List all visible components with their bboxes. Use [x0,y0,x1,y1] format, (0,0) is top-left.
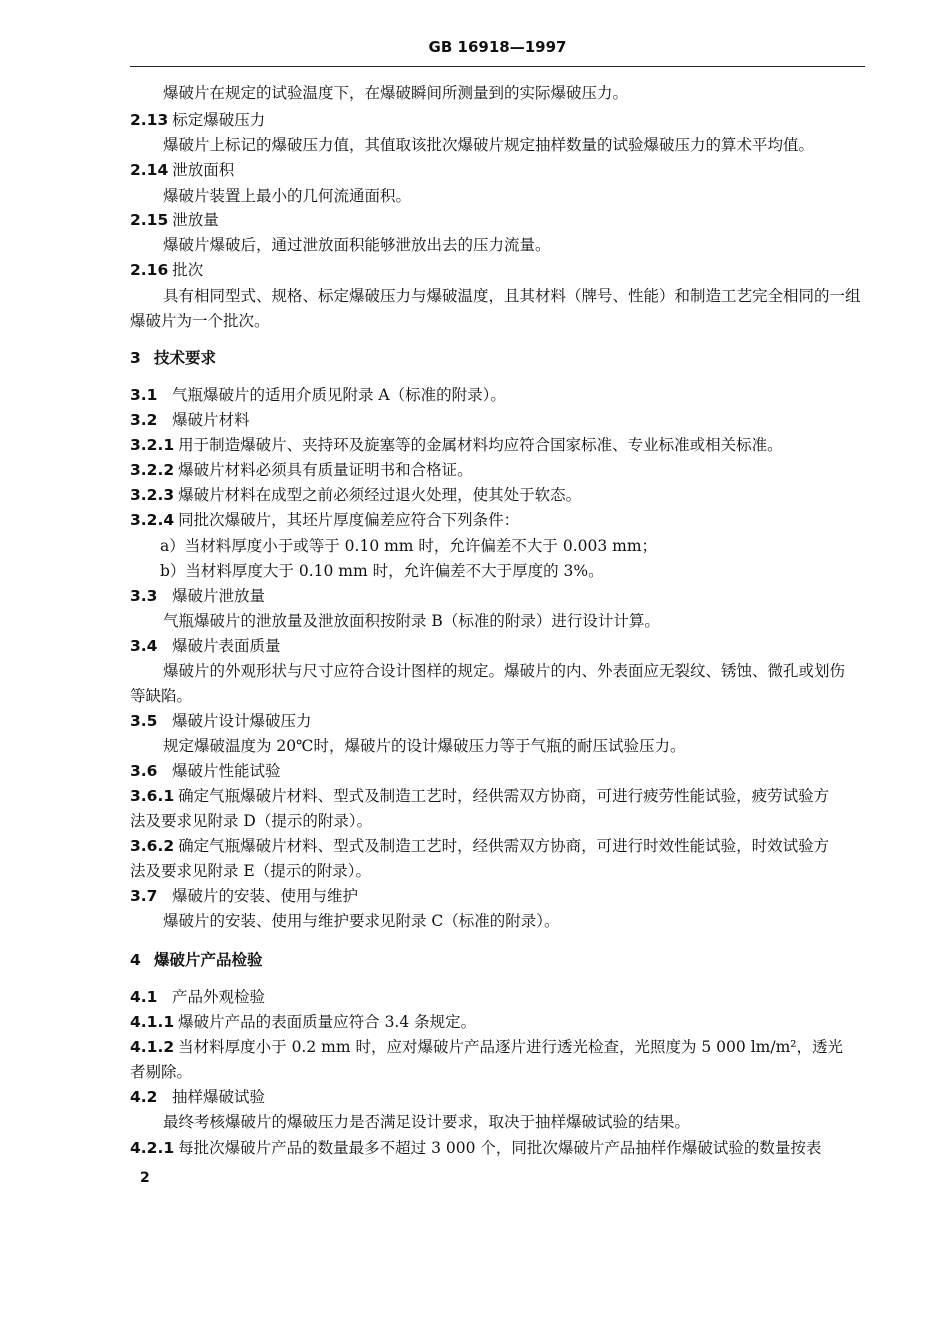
clause-text: 当材料厚度小于 0.2 mm 时，应对爆破片产品逐片进行透光检查，光照度为 5 000 lm/m²，透光 [178,1038,843,1056]
clause-number: 4.1 [130,988,158,1006]
clause-text: 同批次爆破片，其坯片厚度偏差应符合下列条件： [178,511,520,529]
clause-text: 泄放量 [172,211,219,229]
text-line [130,636,281,656]
clause-text: 爆破片装置上最小的几何流通面积。 [163,187,412,205]
clause-number: 3.2.4 [130,511,175,529]
clause-text: 者剔除。 [130,1063,193,1081]
clause-text: 等缺陷。 [130,687,193,705]
clause-text: 确定气瓶爆破片材料、型式及制造工艺时，经供需双方协商，可进行时效性能试验，时效试验方 [178,837,830,855]
clause-text: 气瓶爆破片的泄放量及泄放面积按附录 B（标准的附录）进行设计计算。 [163,612,660,630]
text-line [130,1062,192,1082]
clause-number: 3.6.1 [130,787,175,805]
text-line [130,686,192,706]
header-rule [130,66,865,67]
clause-number: 3.6.2 [130,837,175,855]
text-line [163,135,814,155]
clause-text: 爆破片在规定的试验温度下，在爆破瞬间所测量到的实际爆破压力。 [163,84,629,102]
text-line [130,886,358,906]
clause-text: 标定爆破压力 [172,111,266,129]
clause-text: 法及要求见附录 D（提示的附录）。 [130,812,373,830]
text-line [130,586,265,606]
clause-number: 3.2 [130,411,158,429]
page-number: 2 [140,1170,150,1186]
text-line [130,1012,476,1032]
clause-number: 4.2 [130,1088,158,1106]
clause-text: 爆破片泄放量 [172,587,266,605]
text-line [130,1037,843,1057]
clause-number: 4.2.1 [130,1139,175,1157]
clause-number: 2.15 [130,211,169,229]
clause-text: 爆破片材料必须具有质量证明书和合格证。 [178,461,473,479]
text-line [130,410,250,430]
clause-text: 爆破片性能试验 [172,762,281,780]
clause-number: 3.3 [130,587,158,605]
clause-text: 最终考核爆破片的爆破压力是否满足设计要求，取决于抽样爆破试验的结果。 [163,1113,691,1131]
text-line [163,611,660,631]
clause-text: 产品外观检验 [172,988,266,1006]
text-line [130,385,506,405]
text-line [130,311,270,331]
clause-text: 爆破片爆破后，通过泄放面积能够泄放出去的压力流量。 [163,236,551,254]
clause-number: 2.13 [130,111,169,129]
text-line [130,460,473,480]
clause-number: 4.1.2 [130,1038,175,1056]
clause-text: 确定气瓶爆破片材料、型式及制造工艺时，经供需双方协商，可进行疲劳性能试验，疲劳试验方 [178,787,830,805]
standard-header: GB 16918—1997 [428,38,567,56]
text-line [163,186,411,206]
clause-number: 4 [130,951,141,969]
clause-text: 爆破片产品的表面质量应符合 3.4 条规定。 [178,1013,477,1031]
text-line [130,1087,265,1107]
clause-text: 泄放面积 [172,161,235,179]
clause-text: 爆破片表面质量 [172,637,281,655]
text-line [163,235,551,255]
text-line [163,736,686,756]
text-line [130,110,265,130]
clause-text: 抽样爆破试验 [172,1088,266,1106]
clause-text: 规定爆破温度为 20℃时，爆破片的设计爆破压力等于气瓶的耐压试验压力。 [163,737,686,755]
clause-number: 3.4 [130,637,158,655]
clause-text: 每批次爆破片产品的数量最多不超过 3 000 个，同批次爆破片产品抽样作爆破试验的数量按表 [178,1139,822,1157]
text-line [163,1112,690,1132]
clause-text: b）当材料厚度大于 0.10 mm 时，允许偏差不大于厚度的 3%。 [160,562,604,580]
clause-text: 爆破片的安装、使用与维护 [172,887,359,905]
text-line [163,286,861,306]
clause-number: 2.16 [130,261,169,279]
clause-number: 3.5 [130,712,158,730]
text-line [130,435,783,455]
clause-text: 爆破片为一个批次。 [130,312,270,330]
clause-number: 3.6 [130,762,158,780]
clause-text: 用于制造爆破片、夹持环及旋塞等的金属材料均应符合国家标准、专业标准或相关标准。 [178,436,783,454]
clause-number: 2.14 [130,161,169,179]
text-line [160,536,657,556]
clause-text: 技术要求 [154,349,217,367]
clause-number: 3.1 [130,386,158,404]
clause-text: 具有相同型式、规格、标定爆破压力与爆破温度，且其材料（牌号、性能）和制造工艺完全相同的一组 [163,287,861,305]
text-line [130,485,581,505]
clause-number: 3 [130,349,141,367]
section-heading [130,950,263,970]
text-line [130,836,829,856]
text-line [130,711,312,731]
text-line [130,786,829,806]
text-line [163,911,560,931]
clause-text: 批次 [172,261,204,279]
clause-text: 法及要求见附录 E（提示的附录）。 [130,862,371,880]
text-line [163,83,628,103]
text-line [130,160,234,180]
text-line [160,561,604,581]
text-line [130,510,519,530]
clause-text: 爆破片材料 [172,411,250,429]
text-line [130,761,281,781]
clause-text: 爆破片的外观形状与尺寸应符合设计图样的规定。爆破片的内、外表面应无裂纹、锈蚀、微孔或划伤 [163,662,846,680]
clause-number: 3.7 [130,887,158,905]
text-line [130,861,371,881]
text-line [130,1138,821,1158]
clause-number: 3.2.2 [130,461,175,479]
clause-text: 爆破片设计爆破压力 [172,712,312,730]
text-line [130,260,203,280]
text-line [163,661,845,681]
clause-text: 爆破片材料在成型之前必须经过退火处理，使其处于软态。 [178,486,582,504]
text-line [130,987,265,1007]
clause-text: 爆破片产品检验 [154,951,263,969]
clause-text: 爆破片上标记的爆破压力值，其值取该批次爆破片规定抽样数量的试验爆破压力的算术平均值。 [163,136,815,154]
clause-text: 爆破片的安装、使用与维护要求见附录 C（标准的附录）。 [163,912,560,930]
section-heading [130,348,216,368]
clause-number: 3.2.1 [130,436,175,454]
clause-text: a）当材料厚度小于或等于 0.10 mm 时，允许偏差不大于 0.003 mm； [160,537,658,555]
clause-text: 气瓶爆破片的适用介质见附录 A（标准的附录）。 [172,386,506,404]
text-line [130,210,219,230]
clause-number: 3.2.3 [130,486,175,504]
clause-number: 4.1.1 [130,1013,175,1031]
text-line [130,811,372,831]
